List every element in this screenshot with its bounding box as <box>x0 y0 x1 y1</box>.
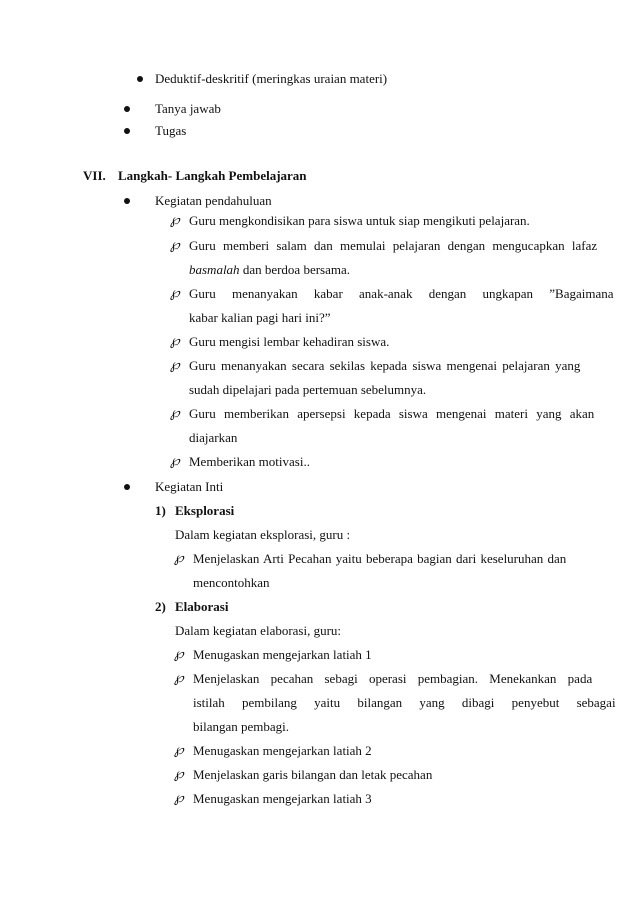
script-p-bullet-icon: ℘ <box>170 238 180 253</box>
bullet-dot <box>124 484 130 490</box>
script-p-bullet-icon: ℘ <box>174 791 184 806</box>
script-p-bullet-icon: ℘ <box>170 358 180 373</box>
elaborasi-intro: Dalam kegiatan elaborasi, guru: <box>175 623 342 638</box>
elaborasi-item: Menugaskan mengejarkan latiah 2 <box>193 743 372 758</box>
pendahuluan-item: Memberikan motivasi.. <box>189 454 310 469</box>
section-number: VII. <box>83 168 106 183</box>
elaborasi-number: 2) <box>155 599 166 614</box>
inti-label: Kegiatan Inti <box>155 479 224 494</box>
script-p-bullet-icon: ℘ <box>170 406 180 421</box>
pendahuluan-item-cont <box>189 262 350 278</box>
script-p-bullet-icon: ℘ <box>174 551 184 566</box>
script-p-bullet-icon: ℘ <box>170 213 180 228</box>
pendahuluan-item: Guru menanyakan kabar anak-anak dengan ungkapan ”Bagaimana <box>189 286 614 301</box>
elaborasi-item-cont: istilah pembilang yaitu bilangan yang dibagi penyebut sebagai <box>193 695 616 710</box>
pendahuluan-item: Guru memberikan apersepsi kepada siswa mengenai materi yang akan <box>189 406 595 421</box>
elaborasi-title: Elaborasi <box>175 599 229 614</box>
pendahuluan-item-cont: sudah dipelajari pada pertemuan sebelumnya. <box>189 382 427 397</box>
pendahuluan-item-cont: diajarkan <box>189 430 238 445</box>
pendahuluan-item: Guru menanyakan secara sekilas kepada siswa mengenai pelajaran yang <box>189 358 581 373</box>
section-title: Langkah- Langkah Pembelajaran <box>118 168 307 183</box>
script-p-bullet-icon: ℘ <box>170 454 180 469</box>
pendahuluan-item: Guru mengisi lembar kehadiran siswa. <box>189 334 390 349</box>
basmalah-term: basmalah <box>189 262 240 277</box>
elaborasi-item: Menugaskan mengejarkan latiah 3 <box>193 791 372 806</box>
eksplorasi-item: Menjelaskan Arti Pecahan yaitu beberapa bagian dari keseluruhan dan <box>193 551 567 566</box>
elaborasi-item-cont: bilangan pembagi. <box>193 719 290 734</box>
eksplorasi-item-cont: mencontohkan <box>193 575 270 590</box>
bullet-dot <box>124 106 130 112</box>
elaborasi-item: Menjelaskan garis bilangan dan letak pecahan <box>193 767 433 782</box>
pendahuluan-label: Kegiatan pendahuluan <box>155 193 272 208</box>
pendahuluan-item-cont: kabar kalian pagi hari ini?” <box>189 310 331 325</box>
elaborasi-item: Menugaskan mengejarkan latiah 1 <box>193 647 372 662</box>
pendahuluan-item: Guru memberi salam dan memulai pelajaran dengan mengucapkan lafaz <box>189 238 598 253</box>
bullet-dot <box>124 128 130 134</box>
pendahuluan-item: Guru mengkondisikan para siswa untuk siap mengikuti pelajaran. <box>189 213 530 228</box>
bullet-dot <box>137 76 143 82</box>
script-p-bullet-icon: ℘ <box>174 671 184 686</box>
eksplorasi-number: 1) <box>155 503 166 518</box>
script-p-bullet-icon: ℘ <box>174 647 184 662</box>
bullet-dot <box>124 198 130 204</box>
elaborasi-item: Menjelaskan pecahan sebagi operasi pembagian. Menekankan pada <box>193 671 593 686</box>
method-item-deduktif: Deduktif-deskritif (meringkas uraian materi) <box>155 71 388 86</box>
script-p-bullet-icon: ℘ <box>170 286 180 301</box>
eksplorasi-intro: Dalam kegiatan eksplorasi, guru : <box>175 527 351 542</box>
script-p-bullet-icon: ℘ <box>174 743 184 758</box>
pendahuluan-item-cont-text: dan berdoa bersama. <box>242 262 351 277</box>
script-p-bullet-icon: ℘ <box>170 334 180 349</box>
eksplorasi-title: Eksplorasi <box>175 503 235 518</box>
method-item-tanya-jawab: Tanya jawab <box>155 101 221 116</box>
script-p-bullet-icon: ℘ <box>174 767 184 782</box>
method-item-tugas: Tugas <box>155 123 187 138</box>
